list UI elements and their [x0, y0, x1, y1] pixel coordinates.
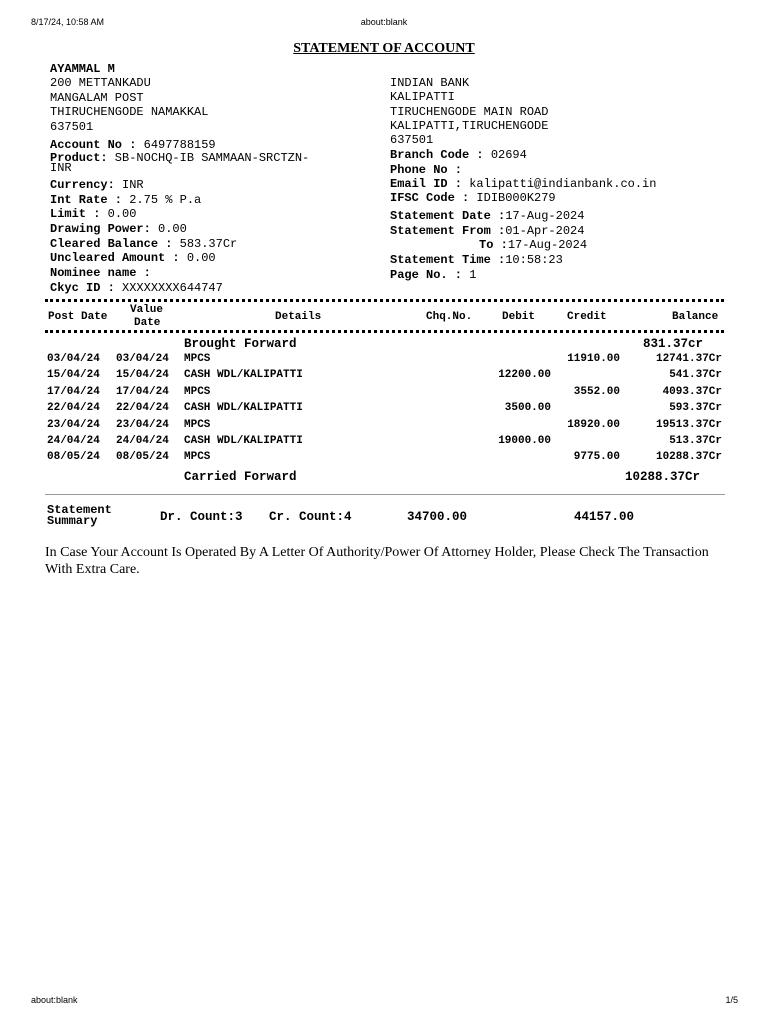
- cell-details: MPCS: [184, 385, 211, 398]
- cell-post-date: 08/05/24: [47, 451, 100, 464]
- bank-address-line: TIRUCHENGODE MAIN ROAD: [390, 105, 549, 119]
- col-value-date: Value: [130, 304, 164, 316]
- total-credit: 44157.00: [574, 510, 635, 524]
- print-url: about:blank: [360, 17, 408, 27]
- brought-forward-label: Brought Forward: [184, 337, 297, 351]
- table-header: [45, 304, 725, 330]
- cell-post-date: 03/04/24: [47, 353, 100, 365]
- phone-no: Phone No :: [390, 163, 463, 177]
- cell-balance: 513.37Cr: [669, 435, 722, 447]
- col-credit: Credit: [567, 311, 607, 323]
- print-datetime: 8/17/24, 10:58 AM: [31, 17, 105, 27]
- cell-credit: 11910.00: [567, 353, 620, 365]
- customer-address-line: MANGALAM POST: [50, 91, 144, 105]
- page-title: STATEMENT OF ACCOUNT: [293, 41, 475, 56]
- branch-code: Branch Code : 02694: [390, 148, 527, 162]
- statement-time: Statement Time :10:58:23: [390, 253, 563, 267]
- summary-label: Statement: [47, 503, 112, 517]
- cell-value-date: 15/04/24: [116, 369, 169, 382]
- table-row: [45, 419, 725, 435]
- col-post-date: Post Date: [48, 311, 108, 323]
- cell-value-date: 17/04/24: [116, 385, 169, 398]
- ckyc-id: Ckyc ID : XXXXXXXX644747: [50, 281, 223, 295]
- drawing-power: Drawing Power: 0.00: [50, 222, 187, 236]
- page-no: Page No. : 1: [390, 268, 477, 282]
- cell-details: MPCS: [184, 353, 211, 365]
- cleared-balance: Cleared Balance : 583.37Cr: [50, 237, 238, 251]
- cell-debit: 19000.00: [498, 435, 551, 447]
- cell-credit: 3552.00: [573, 385, 620, 398]
- print-page-indicator: 1/5: [725, 995, 738, 1005]
- product-continued: INR: [50, 161, 72, 175]
- cell-balance: 10288.37Cr: [655, 451, 722, 464]
- customer-address-line: THIRUCHENGODE NAMAKKAL: [50, 105, 209, 119]
- bank-address-line: KALIPATTI: [390, 90, 455, 104]
- cell-balance: 19513.37Cr: [655, 418, 722, 431]
- ifsc-code: IFSC Code : IDIB000K279: [390, 191, 556, 205]
- col-debit: Debit: [502, 311, 536, 323]
- cell-details: MPCS: [184, 451, 211, 464]
- cr-count: Cr. Count:4: [269, 510, 352, 524]
- nominee-name: Nominee name :: [50, 266, 151, 280]
- header-divider-bottom: [45, 330, 724, 333]
- cell-credit: 18920.00: [567, 418, 620, 431]
- carried-forward-value: 10288.37Cr: [625, 470, 701, 484]
- col-details: Details: [275, 311, 322, 323]
- cell-details: CASH WDL/KALIPATTI: [184, 435, 303, 447]
- bank-address-line: 637501: [390, 133, 434, 147]
- table-row: [45, 435, 725, 451]
- summary-label: Summary: [47, 514, 98, 528]
- branch-details: [390, 76, 657, 310]
- print-header: [0, 17, 768, 31]
- statement-from: Statement From :01-Apr-2024: [390, 224, 585, 238]
- print-footer-url: about:blank: [31, 995, 78, 1005]
- cell-details: CASH WDL/KALIPATTI: [184, 402, 303, 415]
- currency: Currency: INR: [50, 178, 144, 192]
- cell-value-date: 24/04/24: [116, 435, 169, 447]
- statement-to: To :17-Aug-2024: [479, 238, 588, 252]
- summary-divider: [45, 494, 725, 495]
- cell-details: MPCS: [184, 418, 211, 431]
- header-divider-top: [45, 299, 724, 302]
- cell-credit: 9775.00: [573, 451, 620, 464]
- bank-address-line: INDIAN BANK: [390, 76, 470, 90]
- cell-value-date: 22/04/24: [116, 402, 169, 415]
- cell-balance: 593.37Cr: [669, 402, 722, 415]
- cell-debit: 12200.00: [498, 369, 551, 382]
- bank-address-line: KALIPATTI,TIRUCHENGODE: [390, 119, 549, 133]
- cell-value-date: 08/05/24: [116, 451, 169, 464]
- cell-post-date: 24/04/24: [47, 435, 100, 447]
- email-id: Email ID : kalipatti@indianbank.co.in: [390, 177, 657, 191]
- customer-address-line: 200 METTANKADU: [50, 76, 151, 90]
- cell-balance: 12741.37Cr: [655, 353, 722, 365]
- cell-post-date: 17/04/24: [47, 385, 100, 398]
- cell-balance: 4093.37Cr: [662, 385, 722, 398]
- col-chq-no: Chq.No.: [426, 311, 473, 323]
- product: Product: SB-NOCHQ-IB SAMMAAN-SRCTZN-: [50, 151, 310, 165]
- cell-debit: 3500.00: [504, 402, 551, 415]
- col-value-date: Date: [134, 317, 161, 329]
- table-row: [45, 353, 725, 369]
- table-row: [45, 369, 725, 385]
- statement-date: Statement Date :17-Aug-2024: [390, 209, 585, 223]
- cell-details: CASH WDL/KALIPATTI: [184, 369, 303, 382]
- cell-post-date: 15/04/24: [47, 369, 100, 382]
- table-row: [45, 402, 725, 418]
- customer-address-line: 637501: [50, 120, 94, 134]
- customer-name: AYAMMAL M: [50, 62, 115, 76]
- int-rate: Int Rate : 2.75 % P.a: [50, 193, 202, 207]
- limit: Limit : 0.00: [50, 207, 137, 221]
- col-balance: Balance: [672, 311, 719, 323]
- cell-balance: 541.37Cr: [669, 369, 722, 382]
- cell-value-date: 03/04/24: [116, 353, 169, 365]
- table-row: [45, 386, 725, 402]
- cell-value-date: 23/04/24: [116, 418, 169, 431]
- total-debit: 34700.00: [407, 510, 468, 524]
- account-no: Account No : 6497788159: [50, 138, 216, 152]
- table-row: [45, 451, 725, 467]
- cell-post-date: 22/04/24: [47, 402, 100, 415]
- uncleared-amount: Uncleared Amount : 0.00: [50, 251, 216, 265]
- print-footer: [0, 995, 768, 1009]
- carried-forward-label: Carried Forward: [184, 470, 297, 484]
- cell-post-date: 23/04/24: [47, 418, 100, 431]
- brought-forward-value: 831.37cr: [643, 337, 704, 351]
- dr-count: Dr. Count:3: [160, 510, 243, 524]
- caution-note: In Case Your Account Is Operated By A Letter Of Authority/Power Of Attorney Holder, Please Check The Transaction With Extra Care.: [45, 545, 709, 577]
